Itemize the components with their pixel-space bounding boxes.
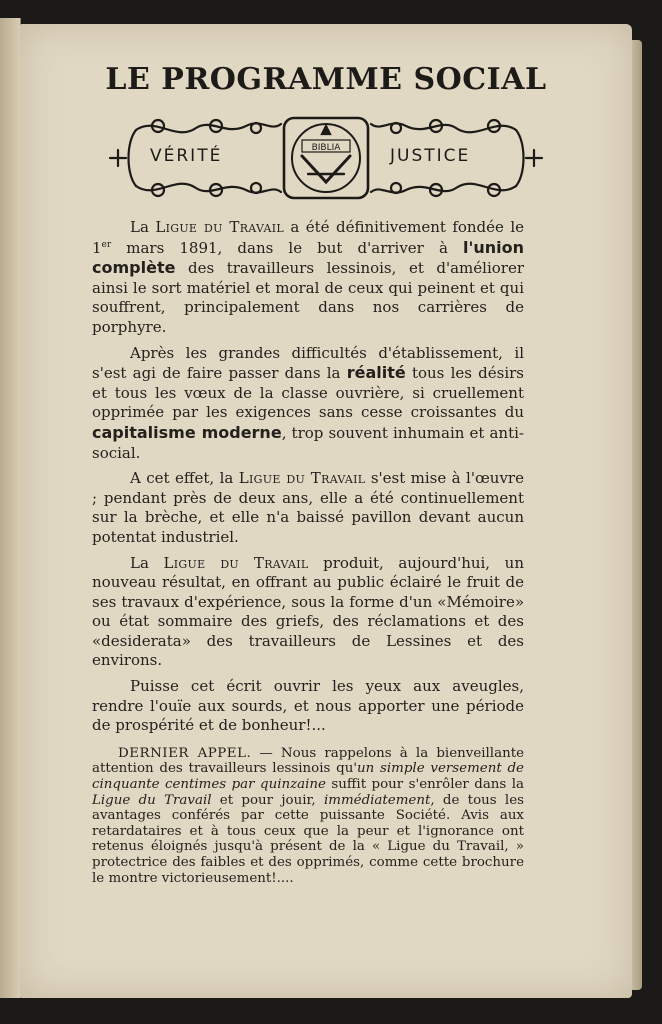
paragraph-5: Puisse cet écrit ouvrir les yeux aux aveugles, rendre l'ouïe aux sourds, et nous apporter une période de prospérité et de bonheur!... [92, 677, 524, 735]
header-ornament [96, 112, 556, 204]
book-page [20, 24, 632, 998]
page-title: LE PROGRAMME SOCIAL [105, 62, 547, 97]
paragraph-2: Après les grandes difficultés d'établissement, il s'est agi de faire passer dans la réalité tous les désirs et tous les vœux de la classe ouvrière, si cruellement opprimée par les exigences sans cesse croissantes du capitalisme moderne, trop souvent inhumain et anti-social. [92, 343, 525, 462]
paragraph-4: La Ligue du Travail produit, aujourd'hui, un nouveau résultat, en offrant au public éclairé le fruit de ses travaux d'expérience, sous la forme d'un «Mémoire» ou état sommaire des griefs, des réclamations et des «desiderata» des travailleurs de Lessines et des environs. [92, 553, 525, 670]
paragraph-3: A cet effet, la Ligue du Travail s'est mise à l'œuvre ; pendant près de deux ans, elle a été continuellement sur la brèche, et elle n'a baissé pavillon devant aucun potentat industriel. [92, 469, 524, 546]
main-text [92, 218, 524, 886]
last-call-notice: DERNIER APPEL. — Nous rappelons à la bienveillante attention des travailleurs lessinois qu'un simple versement de cinquante centimes par quinzaine suffit pour s'enrôler dans la Ligue du Travail et pour jouir, immédiatement, de tous les avantages conférés par cette puissante Société. Avis aux retardataires et à tous ceux que la peur et l'ignorance ont retenus éloignés jusqu'à présent de la « Ligue du Travail, » protectrice des faibles et des opprimés, comme cette brochure le montre victorieusement!.... [92, 745, 525, 886]
justice-label: JUSTICE [390, 146, 471, 166]
paragraph-1: La Ligue du Travail a été définitivement fondée le 1er mars 1891, dans le but d'arriver à l'union complète des travailleurs lessinois, et d'améliorer ainsi le sort matériel et moral de ceux qui peinent et qui souffrent, principalement dans nos carrières de porphyre. [92, 218, 525, 336]
emblem-label: BIBLIA [311, 143, 341, 153]
adjacent-page-edge [0, 18, 21, 998]
verite-label: VÉRITÉ [150, 146, 223, 166]
